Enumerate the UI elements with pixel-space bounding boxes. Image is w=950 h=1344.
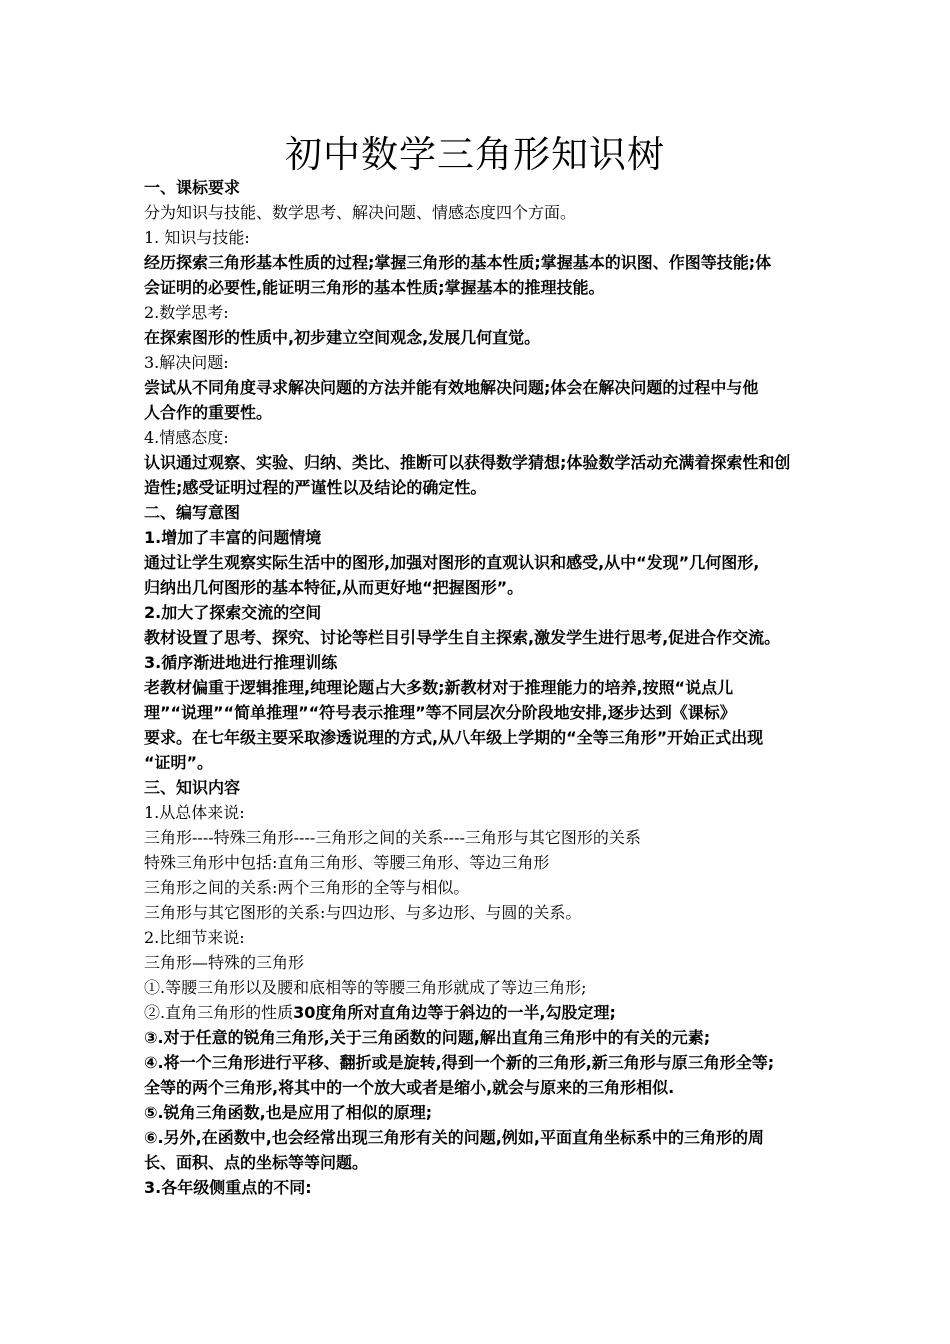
section-heading-intent: 二、编写意图 (144, 503, 241, 522)
subheading-attitude: 4.情感态度: (144, 428, 229, 447)
document-title: 初中数学三角形知识树 (285, 133, 665, 176)
subheading-grade-focus: 3.各年级侧重点的不同: (144, 1178, 312, 1197)
paragraph-line: 三角形之间的关系:两个三角形的全等与相似。 (144, 878, 470, 897)
list-item-4: ④.将一个三角形进行平移、翻折或是旋转,得到一个新的三角形,新三角形与原三角形全等; (144, 1053, 775, 1072)
list-item-5: ⑤.锐角三角函数,也是应用了相似的原理; (144, 1103, 433, 1122)
paragraph-line: 通过让学生观察实际生活中的图形,加强对图形的直观认识和感受,从中“发现”几何图形, (144, 553, 760, 572)
list-item-3: ③.对于任意的锐角三角形,关于三角函数的问题,解出直角三角形中的有关的元素; (144, 1028, 711, 1047)
paragraph-line: 会证明的必要性,能证明三角形的基本性质;掌握基本的推理技能。 (144, 278, 605, 297)
subheading-math-thinking: 2.数学思考: (144, 303, 229, 322)
paragraph-line: 分为知识与技能、数学思考、解决问题、情感态度四个方面。 (144, 203, 577, 222)
subheading-exploration: 2.加大了探索交流的空间 (144, 603, 322, 622)
list-item-6: ⑥.另外,在函数中,也会经常出现三角形有关的问题,例如,平面直角坐标系中的三角形的周 (144, 1128, 764, 1147)
paragraph-line: 归纳出几何图形的基本特征,从而更好地“把握图形”。 (144, 578, 524, 597)
paragraph-line: 老教材偏重于逻辑推理,纯理论题占大多数;新教材对于推理能力的培养,按照“说点儿 (144, 678, 734, 697)
paragraph-line: 尝试从不同角度寻求解决问题的方法并能有效地解决问题;体会在解决问题的过程中与他 (144, 378, 759, 397)
subheading-overall: 1.从总体来说: (144, 803, 245, 822)
list-item-1: ①.等腰三角形以及腰和底相等的等腰三角形就成了等边三角形; (144, 978, 587, 997)
subheading-knowledge-skills: 1. 知识与技能: (144, 228, 250, 247)
paragraph-line: 在探索图形的性质中,初步建立空间观念,发展几何直觉。 (144, 328, 541, 347)
section-heading-content: 三、知识内容 (144, 778, 241, 797)
paragraph-line: 长、面积、点的坐标等等问题。 (144, 1153, 369, 1172)
section-heading-curriculum: 一、课标要求 (144, 178, 241, 197)
paragraph-line: 三角形与其它图形的关系:与四边形、与多边形、与圆的关系。 (144, 903, 582, 922)
subheading-reasoning: 3.循序渐进地进行推理训练 (144, 653, 338, 672)
paragraph-line: 经历探索三角形基本性质的过程;掌握三角形的基本性质;掌握基本的识图、作图等技能;体 (144, 253, 772, 272)
paragraph-line: 造性;感受证明过程的严谨性以及结论的确定性。 (144, 478, 487, 497)
paragraph-line: 教材设置了思考、探究、讨论等栏目引导学生自主探索,激发学生进行思考,促进合作交流。 (144, 628, 781, 647)
list-item-2-prefix: ②.直角三角形的性质 (144, 1003, 294, 1022)
list-item-2-rest: 30度角所对直角边等于斜边的一半,勾股定理; (293, 1003, 616, 1022)
paragraph-line: 理”“说理”“简单推理”“符号表示推理”等不同层次分阶段地安排,逐步达到《课标》 (144, 703, 736, 722)
paragraph-line: 人合作的重要性。 (144, 403, 273, 422)
paragraph-line: 特殊三角形中包括:直角三角形、等腰三角形、等边三角形 (144, 853, 550, 872)
subheading-problem-solving: 3.解决问题: (144, 353, 229, 372)
paragraph-line: 三角形----特殊三角形----三角形之间的关系----三角形与其它图形的关系 (144, 828, 641, 847)
paragraph-line: 要求。在七年级主要采取渗透说理的方式,从八年级上学期的“全等三角形”开始正式出现 (144, 728, 764, 747)
paragraph-line: “证明”。 (144, 753, 214, 772)
subheading-problem-context: 1.增加了丰富的问题情境 (144, 528, 322, 547)
paragraph-line: 全等的两个三角形,将其中的一个放大或者是缩小,就会与原来的三角形相似. (144, 1078, 675, 1097)
subheading-details: 2.比细节来说: (144, 928, 245, 947)
list-item-2 (144, 1002, 824, 1023)
paragraph-line: 三角形—特殊的三角形 (144, 953, 305, 972)
paragraph-line: 认识通过观察、实验、归纳、类比、推断可以获得数学猜想;体验数学活动充满着探索性和创 (144, 453, 791, 472)
